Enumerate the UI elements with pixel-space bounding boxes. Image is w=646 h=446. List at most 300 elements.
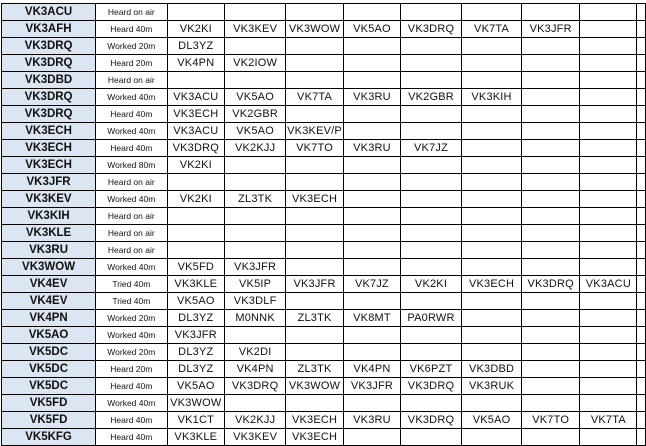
status-cell: Heard on air xyxy=(96,72,167,89)
contact-cell xyxy=(462,38,522,55)
contact-cell: VK5AO xyxy=(462,412,522,429)
table-row xyxy=(2,225,646,242)
contact-cell: VK6PZT xyxy=(400,361,461,378)
contact-cell xyxy=(637,191,646,208)
callsign-cell: VK4EV xyxy=(2,276,96,293)
contact-cell: VK3RU xyxy=(343,89,400,106)
contact-cell: VK7TO xyxy=(522,412,580,429)
contact-cell xyxy=(462,106,522,123)
contact-cell xyxy=(580,208,637,225)
contact-cell: VK3DRQ xyxy=(400,378,461,395)
contact-cell xyxy=(522,259,580,276)
contact-cell: VK3KLE xyxy=(167,429,225,446)
contact-cell xyxy=(462,225,522,242)
contact-cell xyxy=(167,225,225,242)
callsign-cell: VK3ECH xyxy=(2,157,96,174)
contact-cell xyxy=(637,412,646,429)
contact-cell xyxy=(580,259,637,276)
callsign-cell: VK3DRQ xyxy=(2,38,96,55)
contact-cell xyxy=(225,242,286,259)
contact-cell: VK3ECH xyxy=(167,106,225,123)
contact-cell: DL3YZ xyxy=(167,310,225,327)
contact-cell xyxy=(580,327,637,344)
contact-cell xyxy=(462,429,522,446)
contact-cell xyxy=(225,395,286,412)
table-row xyxy=(2,242,646,259)
contact-cell xyxy=(225,4,286,21)
contact-cell: VK3DLF xyxy=(225,293,286,310)
status-cell: Worked 20m xyxy=(96,344,167,361)
contact-cell xyxy=(462,72,522,89)
contact-cell xyxy=(522,191,580,208)
contact-cell xyxy=(286,72,344,89)
contact-cell xyxy=(462,310,522,327)
contact-cell: VK3JFR xyxy=(286,276,344,293)
contact-cell xyxy=(343,225,400,242)
contact-cell xyxy=(637,38,646,55)
contact-cell xyxy=(637,157,646,174)
callsign-cell: VK5DC xyxy=(2,344,96,361)
contact-cell xyxy=(580,225,637,242)
contact-cell xyxy=(400,157,461,174)
contact-cell xyxy=(522,378,580,395)
contact-cell xyxy=(400,259,461,276)
contact-cell xyxy=(522,208,580,225)
contact-cell xyxy=(286,208,344,225)
contact-cell xyxy=(225,327,286,344)
table-row xyxy=(2,89,646,106)
contact-cell xyxy=(400,106,461,123)
contact-cell xyxy=(580,191,637,208)
callsign-cell: VK4PN xyxy=(2,310,96,327)
contact-cell xyxy=(343,395,400,412)
table-row xyxy=(2,276,646,293)
callsign-cell: VK3DBD xyxy=(2,72,96,89)
status-cell: Heard on air xyxy=(96,225,167,242)
contact-cell xyxy=(522,327,580,344)
contact-cell xyxy=(400,55,461,72)
table-row xyxy=(2,259,646,276)
contact-cell xyxy=(462,293,522,310)
contact-cell: VK3WOW xyxy=(286,21,344,38)
contact-cell xyxy=(225,157,286,174)
contact-cell xyxy=(343,174,400,191)
contact-cell xyxy=(400,72,461,89)
contact-cell xyxy=(522,140,580,157)
contact-cell: VK7TA xyxy=(462,21,522,38)
callsign-cell: VK3RU xyxy=(2,242,96,259)
callsign-cell: VK3DRQ xyxy=(2,106,96,123)
contact-cell: VK3RUK xyxy=(462,378,522,395)
contact-cell xyxy=(522,242,580,259)
contact-cell xyxy=(522,310,580,327)
contact-cell xyxy=(637,174,646,191)
contact-cell: VK3KEV/P xyxy=(286,123,344,140)
contact-cell xyxy=(580,38,637,55)
contact-cell: VK2IOW xyxy=(225,55,286,72)
contact-cell xyxy=(286,293,344,310)
contact-cell: VK3WOW xyxy=(286,378,344,395)
contact-cell: PA0RWR xyxy=(400,310,461,327)
status-cell: Tried 40m xyxy=(96,293,167,310)
status-cell: Heard 40m xyxy=(96,106,167,123)
contact-cell: VK3ECH xyxy=(286,412,344,429)
contact-cell: M0NNK xyxy=(225,310,286,327)
contact-cell xyxy=(522,225,580,242)
contact-cell xyxy=(580,429,637,446)
contact-cell: ZL3TK xyxy=(225,191,286,208)
contact-cell xyxy=(462,157,522,174)
contact-cell xyxy=(637,378,646,395)
contact-cell xyxy=(343,72,400,89)
contact-cell xyxy=(343,157,400,174)
table-row xyxy=(2,123,646,140)
contact-cell xyxy=(286,225,344,242)
contact-cell xyxy=(580,293,637,310)
contact-cell xyxy=(522,106,580,123)
contact-cell xyxy=(522,429,580,446)
contact-cell xyxy=(580,123,637,140)
contact-cell: VK2KJJ xyxy=(225,412,286,429)
contact-cell xyxy=(343,123,400,140)
status-cell: Worked 40m xyxy=(96,89,167,106)
contact-cell xyxy=(286,4,344,21)
contact-cell xyxy=(580,157,637,174)
callsign-cell: VK3ACU xyxy=(2,4,96,21)
contact-cell xyxy=(462,140,522,157)
contact-cell: VK4PN xyxy=(343,361,400,378)
contact-cell xyxy=(522,38,580,55)
contact-cell xyxy=(343,4,400,21)
contact-cell xyxy=(637,259,646,276)
table-row xyxy=(2,174,646,191)
status-cell: Heard on air xyxy=(96,174,167,191)
contact-cell: VK3DRQ xyxy=(400,21,461,38)
contact-cell xyxy=(286,157,344,174)
status-cell: Worked 40m xyxy=(96,123,167,140)
contact-cell xyxy=(343,208,400,225)
contact-cell: VK2KJJ xyxy=(225,140,286,157)
contact-cell xyxy=(343,38,400,55)
contact-cell xyxy=(637,344,646,361)
table-row xyxy=(2,106,646,123)
contact-cell xyxy=(580,395,637,412)
contact-cell: VK4PN xyxy=(225,361,286,378)
contact-cell xyxy=(637,106,646,123)
contact-cell xyxy=(580,344,637,361)
contact-cell xyxy=(522,89,580,106)
contact-cell xyxy=(462,344,522,361)
status-cell: Worked 40m xyxy=(96,191,167,208)
status-cell: Heard 40m xyxy=(96,412,167,429)
status-cell: Worked 20m xyxy=(96,310,167,327)
contact-cell xyxy=(522,55,580,72)
contact-cell: DL3YZ xyxy=(167,344,225,361)
contact-cell xyxy=(225,208,286,225)
contact-cell xyxy=(580,242,637,259)
contact-cell: VK3JFR xyxy=(522,21,580,38)
contact-cell: VK2KI xyxy=(167,21,225,38)
callsign-cell: VK5KFG xyxy=(2,429,96,446)
table-row xyxy=(2,72,646,89)
callsign-cell: VK3ECH xyxy=(2,123,96,140)
contact-cell: VK7TA xyxy=(580,412,637,429)
callsign-cell: VK4EV xyxy=(2,293,96,310)
contact-cell: VK3KLE xyxy=(167,276,225,293)
contact-cell xyxy=(637,327,646,344)
contact-cell xyxy=(400,225,461,242)
contact-cell xyxy=(637,21,646,38)
contact-cell: ZL3TK xyxy=(286,310,344,327)
status-cell: Tried 40m xyxy=(96,276,167,293)
contact-cell xyxy=(167,72,225,89)
contact-cell xyxy=(400,174,461,191)
contact-cell: VK1CT xyxy=(167,412,225,429)
contact-cell xyxy=(343,344,400,361)
contact-cell xyxy=(580,140,637,157)
table-row xyxy=(2,191,646,208)
contact-cell: DL3YZ xyxy=(167,361,225,378)
contact-cell xyxy=(580,21,637,38)
contact-cell: VK2DI xyxy=(225,344,286,361)
contact-cell: VK3DRQ xyxy=(167,140,225,157)
status-cell: Heard on air xyxy=(96,4,167,21)
contact-cell: VK5AO xyxy=(343,21,400,38)
contact-cell: VK5IP xyxy=(225,276,286,293)
contact-cell: VK3ACU xyxy=(167,123,225,140)
status-cell: Worked 20m xyxy=(96,38,167,55)
contact-cell: VK2KI xyxy=(167,191,225,208)
callsign-cell: VK5DC xyxy=(2,361,96,378)
contact-cell xyxy=(225,225,286,242)
contact-cell xyxy=(400,395,461,412)
contact-cell xyxy=(167,4,225,21)
contact-cell xyxy=(462,327,522,344)
contact-cell xyxy=(400,327,461,344)
contact-cell xyxy=(637,310,646,327)
status-cell: Worked 40m xyxy=(96,259,167,276)
callsign-cell: VK3DRQ xyxy=(2,55,96,72)
contact-cell: VK3JFR xyxy=(343,378,400,395)
contact-cell xyxy=(400,4,461,21)
table-row xyxy=(2,293,646,310)
contact-cell: VK3RU xyxy=(343,412,400,429)
table-row xyxy=(2,327,646,344)
contact-cell xyxy=(580,378,637,395)
table-row xyxy=(2,21,646,38)
contact-cell xyxy=(522,4,580,21)
contact-cell xyxy=(522,293,580,310)
callsign-cell: VK5FD xyxy=(2,412,96,429)
contact-cell: VK3KEV xyxy=(225,429,286,446)
contact-cell xyxy=(637,72,646,89)
contact-cell xyxy=(225,38,286,55)
contact-cell xyxy=(286,55,344,72)
callsign-cell: VK5DC xyxy=(2,378,96,395)
contact-cell xyxy=(286,344,344,361)
table-row xyxy=(2,412,646,429)
contact-cell xyxy=(462,242,522,259)
contact-cell xyxy=(462,174,522,191)
contact-cell xyxy=(462,123,522,140)
contact-cell xyxy=(343,242,400,259)
contact-cell xyxy=(462,191,522,208)
contact-cell xyxy=(400,242,461,259)
contact-cell xyxy=(286,242,344,259)
contact-cell xyxy=(462,259,522,276)
table-row xyxy=(2,361,646,378)
contact-cell xyxy=(637,225,646,242)
contact-cell xyxy=(637,429,646,446)
callsign-cell: VK3KIH xyxy=(2,208,96,225)
contact-cell xyxy=(225,72,286,89)
contact-cell xyxy=(637,361,646,378)
contact-cell: VK5AO xyxy=(225,89,286,106)
contact-cell xyxy=(400,293,461,310)
callsign-cell: VK3WOW xyxy=(2,259,96,276)
contact-cell xyxy=(462,55,522,72)
contact-cell: VK5AO xyxy=(167,293,225,310)
contact-cell xyxy=(286,259,344,276)
table-row xyxy=(2,55,646,72)
status-cell: Heard 20m xyxy=(96,55,167,72)
contact-cell xyxy=(225,174,286,191)
callsign-cell: VK3JFR xyxy=(2,174,96,191)
callsign-cell: VK5AO xyxy=(2,327,96,344)
contact-cell xyxy=(343,327,400,344)
contact-cell xyxy=(400,38,461,55)
contact-cell xyxy=(580,72,637,89)
callsign-cell: VK3DRQ xyxy=(2,89,96,106)
contact-cell: VK3ECH xyxy=(286,191,344,208)
contact-cell: VK5AO xyxy=(225,123,286,140)
contact-cell xyxy=(637,293,646,310)
contact-cell xyxy=(522,123,580,140)
contact-cell xyxy=(637,4,646,21)
contact-cell xyxy=(522,395,580,412)
contact-cell: VK3DBD xyxy=(462,361,522,378)
contact-cell: VK2KI xyxy=(400,276,461,293)
contact-cell xyxy=(343,55,400,72)
contact-cell: VK2GBR xyxy=(400,89,461,106)
contact-cell xyxy=(522,157,580,174)
contact-cell xyxy=(637,55,646,72)
contact-cell xyxy=(400,429,461,446)
table-row xyxy=(2,344,646,361)
contact-cell xyxy=(637,140,646,157)
contact-cell: VK2KI xyxy=(167,157,225,174)
status-cell: Heard on air xyxy=(96,208,167,225)
contact-log-table xyxy=(1,3,646,446)
status-cell: Heard on air xyxy=(96,242,167,259)
contact-cell xyxy=(522,174,580,191)
contact-cell: VK3ACU xyxy=(580,276,637,293)
contact-cell xyxy=(167,174,225,191)
table-row xyxy=(2,429,646,446)
contact-cell: VK3DRQ xyxy=(225,378,286,395)
status-cell: Heard 40m xyxy=(96,21,167,38)
contact-cell xyxy=(400,208,461,225)
contact-cell xyxy=(286,395,344,412)
status-cell: Heard 20m xyxy=(96,361,167,378)
contact-cell: VK7JZ xyxy=(400,140,461,157)
contact-cell xyxy=(580,55,637,72)
contact-cell xyxy=(580,89,637,106)
contact-cell xyxy=(637,123,646,140)
contact-cell xyxy=(522,344,580,361)
contact-cell: VK7JZ xyxy=(343,276,400,293)
contact-cell xyxy=(400,123,461,140)
table-row xyxy=(2,310,646,327)
contact-cell xyxy=(462,208,522,225)
contact-cell xyxy=(637,208,646,225)
contact-cell xyxy=(343,259,400,276)
table-row xyxy=(2,140,646,157)
contact-cell xyxy=(286,174,344,191)
table-row xyxy=(2,38,646,55)
status-cell: Heard 40m xyxy=(96,140,167,157)
contact-cell xyxy=(580,361,637,378)
contact-cell xyxy=(343,429,400,446)
contact-cell xyxy=(343,106,400,123)
contact-cell xyxy=(637,276,646,293)
contact-cell xyxy=(580,106,637,123)
contact-cell xyxy=(462,4,522,21)
contact-cell: VK7TO xyxy=(286,140,344,157)
contact-cell: VK3JFR xyxy=(225,259,286,276)
contact-cell: VK3JFR xyxy=(167,327,225,344)
contact-cell: VK8MT xyxy=(343,310,400,327)
log-table-container xyxy=(1,3,646,446)
contact-cell xyxy=(522,72,580,89)
status-cell: Worked 40m xyxy=(96,395,167,412)
table-row xyxy=(2,4,646,21)
contact-cell: VK4PN xyxy=(167,55,225,72)
log-table-body xyxy=(2,4,646,446)
contact-cell xyxy=(167,242,225,259)
contact-cell xyxy=(580,174,637,191)
table-row xyxy=(2,395,646,412)
contact-cell xyxy=(637,89,646,106)
status-cell: Heard 40m xyxy=(96,429,167,446)
status-cell: Heard 40m xyxy=(96,378,167,395)
contact-cell: VK3RU xyxy=(343,140,400,157)
contact-cell: VK3DRQ xyxy=(522,276,580,293)
contact-cell: VK5AO xyxy=(167,378,225,395)
contact-cell: VK3KEV xyxy=(225,21,286,38)
contact-cell: VK3KIH xyxy=(462,89,522,106)
contact-cell xyxy=(286,327,344,344)
contact-cell xyxy=(286,38,344,55)
contact-cell: VK3ECH xyxy=(462,276,522,293)
contact-cell xyxy=(637,395,646,412)
contact-cell: VK3DRQ xyxy=(400,412,461,429)
contact-cell: VK5FD xyxy=(167,259,225,276)
contact-cell xyxy=(167,208,225,225)
contact-cell: VK3WOW xyxy=(167,395,225,412)
contact-cell: VK2GBR xyxy=(225,106,286,123)
callsign-cell: VK3KLE xyxy=(2,225,96,242)
status-cell: Worked 80m xyxy=(96,157,167,174)
contact-cell: VK3ACU xyxy=(167,89,225,106)
contact-cell xyxy=(343,191,400,208)
contact-cell xyxy=(580,4,637,21)
callsign-cell: VK3KEV xyxy=(2,191,96,208)
contact-cell xyxy=(522,361,580,378)
status-cell: Worked 40m xyxy=(96,327,167,344)
contact-cell: VK3ECH xyxy=(286,429,344,446)
callsign-cell: VK3ECH xyxy=(2,140,96,157)
